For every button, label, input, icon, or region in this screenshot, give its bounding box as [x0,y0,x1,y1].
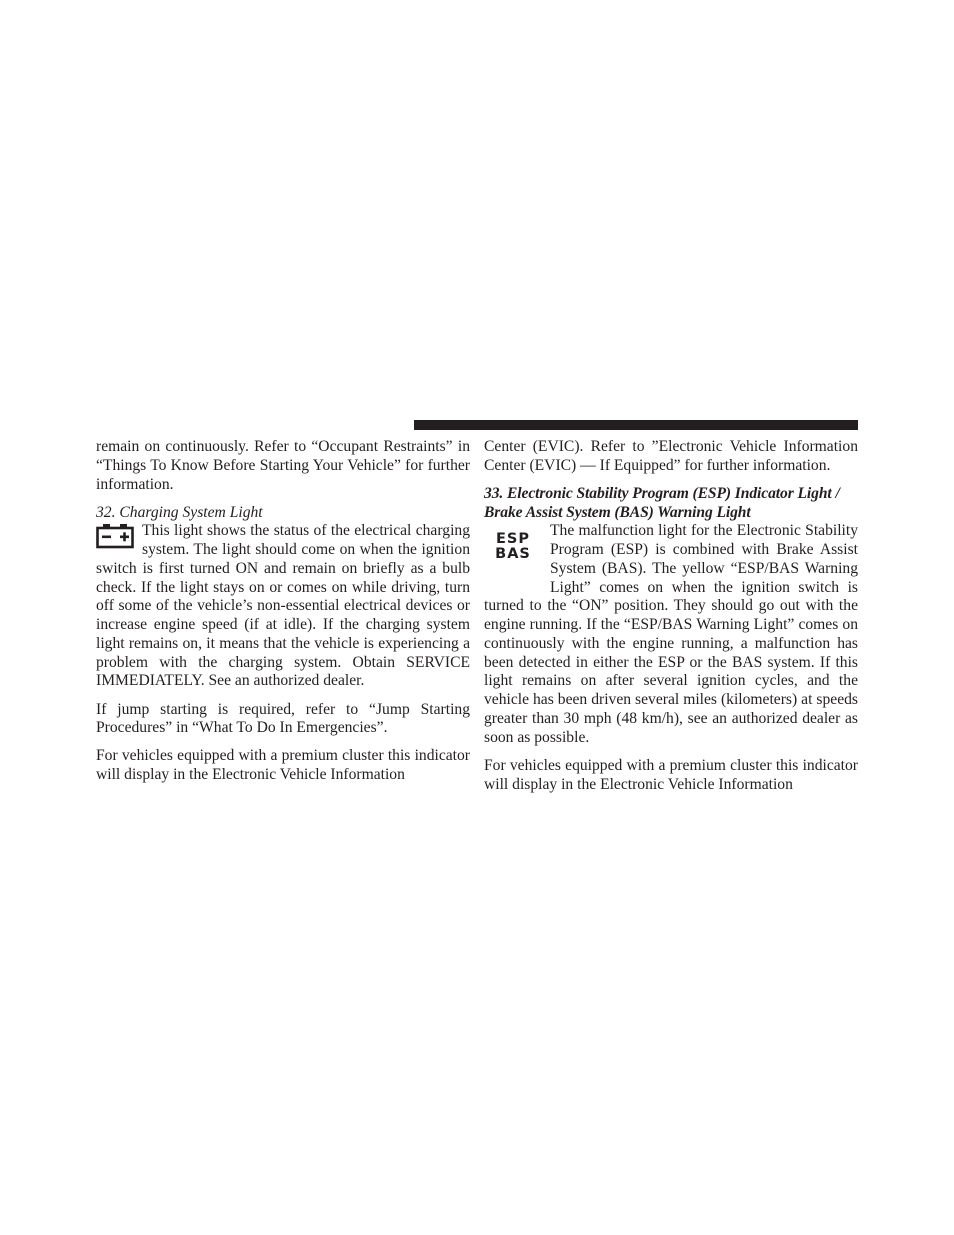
section-32-heading: 32. Charging System Light [96,503,263,521]
esp-bas-icon [484,526,542,582]
section-33-heading: 33. Electronic Stability Program (ESP) Indicator Light / Brake Assist System (BAS) Warning Light [484,484,840,521]
bas-icon-label: BAS [495,546,531,563]
evic-paragraph: Center (EVIC). Refer to ”Electronic Vehicle Information Center (EVIC) — If Equipped” for further information. [484,438,858,474]
battery-icon [96,523,134,549]
esp-bas-text: The malfunction light for the Electronic Stability Program (ESP) is combined with Brake Assist System (BAS). The yellow “ESP/BAS Warning Light” comes on when the ignition switch is turned to the “ON” position. They should go out with the engine running. If the “ESP/BAS Warning Light” comes on continuously with the engine running, a malfunction has been detected in either the ESP or the BAS system. If this light remains on after several ignition cycles, and the vehicle has been driven several miles (kilometers) at speeds greater than 30 mph (48 km/h), see an authorized dealer as soon as possible. [484,522,858,746]
jump-start-paragraph: If jump starting is required, refer to “Jump Starting Procedures” in “What To Do In Emergencies”. [96,700,470,737]
header-rule [414,420,858,430]
left-column [96,438,470,794]
premium-cluster-paragraph: For vehicles equipped with a premium cluster this indicator will display in the Electronic Vehicle Information [96,747,470,784]
right-column [484,438,858,804]
esp-bas-paragraph [484,522,858,747]
continued-paragraph: remain on continuously. Refer to “Occupant Restraints” in “Things To Know Before Starting Your Vehicle” for further information. [96,438,470,493]
charging-system-text: This light shows the status of the electrical charging system. The light should come on when the ignition switch is first turned ON and remain on briefly as a bulb check. If the light stays on or comes on while driving, turn off some of the vehicle’s non-essential electrical devices or increase engine speed (if at idle). If the charging system light remains on, it means that the vehicle is experiencing a problem with the charging system. Obtain SERVICE IMMEDIATELY. See an authorized dealer. [96,522,470,690]
esp-icon-label: ESP [496,531,530,548]
charging-system-paragraph [96,522,470,691]
premium-cluster-paragraph-right: For vehicles equipped with a premium cluster this indicator will display in the Electronic Vehicle Information [484,756,858,793]
